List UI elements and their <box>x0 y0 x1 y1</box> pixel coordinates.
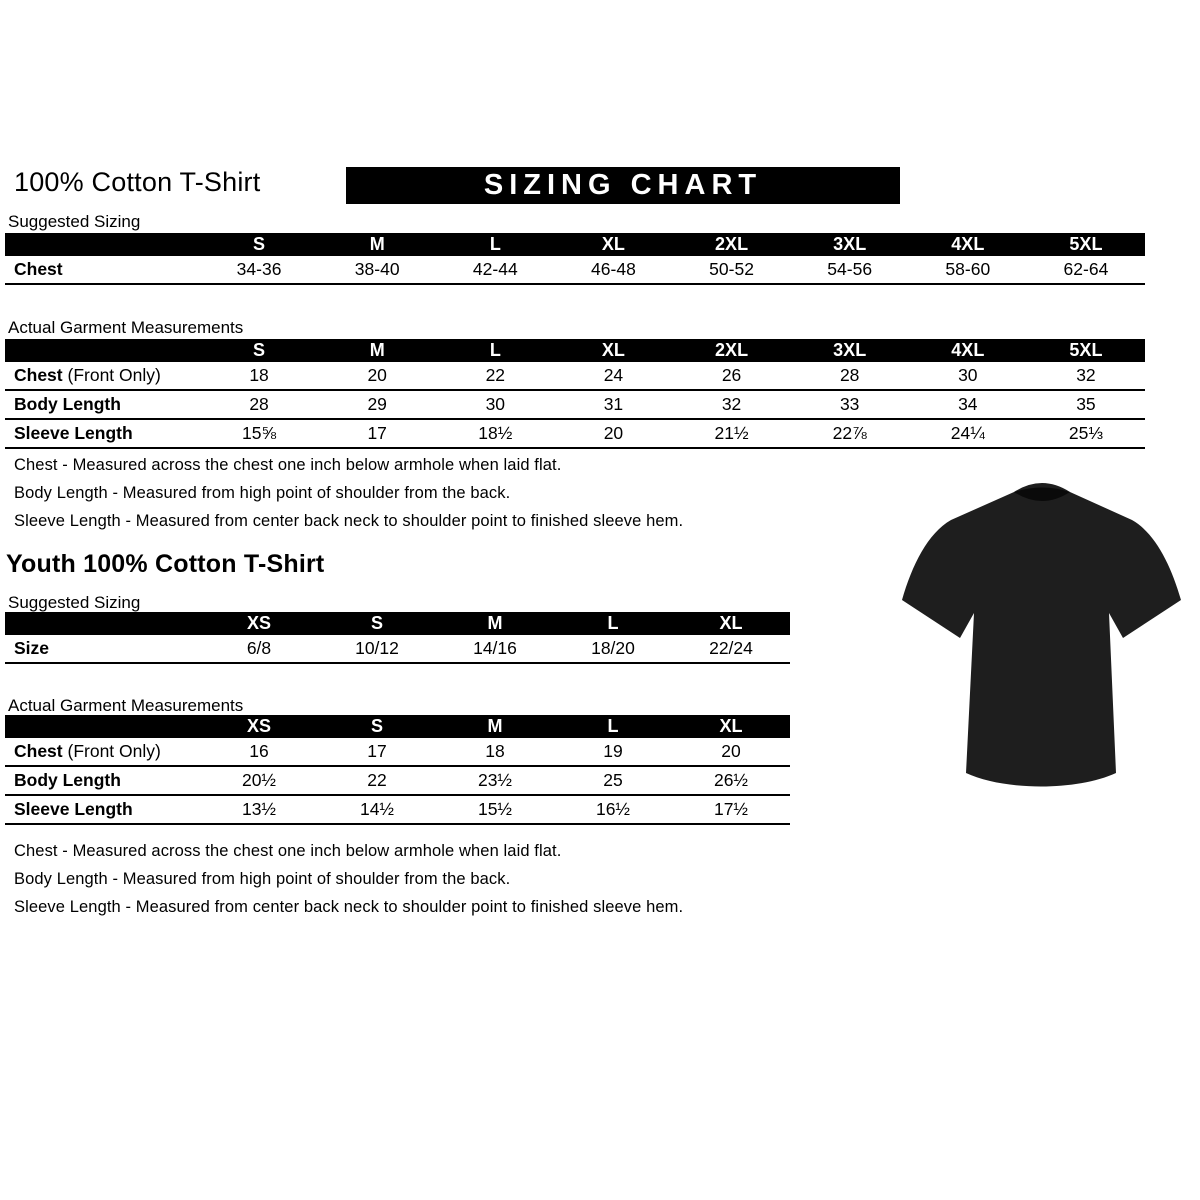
measurement-cell: 25⅓ <box>1068 423 1103 443</box>
measurement-cell: 19 <box>603 741 623 761</box>
table-row-size <box>5 635 790 664</box>
size-col-header: XL <box>601 340 625 360</box>
measurement-cell: 34 <box>958 394 978 414</box>
youth-actual-header-row <box>5 715 790 738</box>
measurement-cell: 46-48 <box>591 259 636 279</box>
size-col-header: XS <box>246 716 271 736</box>
measurement-cell: 22⅞ <box>832 423 867 443</box>
size-col-header: XL <box>601 234 625 254</box>
measurement-cell: 18/20 <box>591 638 635 658</box>
size-col-header: L <box>489 234 501 254</box>
row-label-suffix: (Front Only) <box>62 741 161 761</box>
youth-suggested-header-row <box>5 612 790 635</box>
measurement-cell: 58-60 <box>945 259 991 279</box>
measurement-cell: 17 <box>367 741 387 761</box>
row-label-bold: Chest <box>14 365 63 385</box>
table-row-body-length <box>5 391 1145 420</box>
measurement-cell: 21½ <box>714 423 749 443</box>
measurement-cell: 35 <box>1076 394 1096 414</box>
measurement-cell: 28 <box>839 365 860 385</box>
note-chest: Chest - Measured across the chest one inch below armhole when laid flat. <box>14 842 562 860</box>
table-row-chest-front-only <box>5 738 790 767</box>
table-row-chest <box>5 256 1145 285</box>
size-col-header: M <box>487 613 503 633</box>
size-col-header: 4XL <box>951 234 985 254</box>
row-label <box>5 741 200 762</box>
measurement-cell: 32 <box>721 394 742 414</box>
size-col-header: 2XL <box>715 234 749 254</box>
row-label: Sleeve Length <box>14 799 133 819</box>
table-row-sleeve-length <box>5 420 1145 449</box>
row-label: Body Length <box>14 770 121 790</box>
sizing-chart-banner-label: SIZING CHART <box>483 169 763 201</box>
measurement-cell: 50-52 <box>709 259 754 279</box>
note-body-length: Body Length - Measured from high point of shoulder from the back. <box>14 870 511 888</box>
measurement-cell: 26 <box>721 365 742 385</box>
measurement-cell: 20 <box>603 423 624 443</box>
row-label-bold: Chest <box>14 741 63 761</box>
size-col-header: S <box>370 716 383 736</box>
measurement-cell: 20 <box>367 365 387 385</box>
measurement-cell: 23½ <box>477 770 513 790</box>
measurement-cell: 30 <box>485 394 506 414</box>
size-col-header: 3XL <box>833 234 867 254</box>
sizing-chart-banner <box>346 167 900 204</box>
measurement-cell: 17 <box>367 423 387 443</box>
size-col-header: XL <box>719 613 743 633</box>
measurement-cell: 14½ <box>359 799 395 819</box>
youth-title: Youth 100% Cotton T-Shirt <box>6 550 325 578</box>
measurement-cell: 17½ <box>713 799 749 819</box>
size-col-header: 5XL <box>1069 340 1103 360</box>
note-chest: Chest - Measured across the chest one inch below armhole when laid flat. <box>14 456 562 474</box>
size-col-header: M <box>369 234 385 254</box>
size-col-header: S <box>370 613 383 633</box>
measurement-cell: 28 <box>249 394 269 414</box>
adult-actual-label: Actual Garment Measurements <box>8 318 244 337</box>
measurement-cell: 26½ <box>713 770 749 790</box>
measurement-cell: 22 <box>367 770 387 790</box>
size-col-header: 2XL <box>715 340 749 360</box>
measurement-cell: 34-36 <box>236 259 282 279</box>
measurement-cell: 18½ <box>478 423 513 443</box>
measurement-cell: 14/16 <box>473 638 517 658</box>
measurement-cell: 18 <box>249 365 269 385</box>
measurement-cell: 29 <box>367 394 387 414</box>
size-col-header: L <box>607 716 619 736</box>
size-col-header: 4XL <box>951 340 985 360</box>
measurement-cell: 42-44 <box>472 259 518 279</box>
note-sleeve-length: Sleeve Length - Measured from center back neck to shoulder point to finished sleeve hem. <box>14 512 684 530</box>
measurement-cell: 13½ <box>241 799 277 819</box>
measurement-cell: 31 <box>603 394 624 414</box>
measurement-cell: 22/24 <box>709 638 753 658</box>
size-col-header: XS <box>246 613 271 633</box>
size-col-header: L <box>607 613 619 633</box>
table-row-body-length <box>5 767 790 796</box>
measurement-cell: 20½ <box>241 770 277 790</box>
youth-suggested-table <box>5 612 790 664</box>
row-label <box>5 365 200 386</box>
youth-actual-label: Actual Garment Measurements <box>8 696 244 715</box>
adult-suggested-table <box>5 233 1145 285</box>
row-label: Body Length <box>14 394 121 414</box>
measurement-cell: 15½ <box>477 799 513 819</box>
note-sleeve-length: Sleeve Length - Measured from center back neck to shoulder point to finished sleeve hem. <box>14 898 684 916</box>
measurement-cell: 18 <box>485 741 505 761</box>
measurement-cell: 10/12 <box>355 638 399 658</box>
size-col-header: XL <box>719 716 743 736</box>
row-label: Sleeve Length <box>14 423 133 443</box>
size-col-header: S <box>253 234 266 254</box>
note-body-length: Body Length - Measured from high point of shoulder from the back. <box>14 484 511 502</box>
size-col-header: L <box>489 340 501 360</box>
measurement-cell: 16 <box>249 741 269 761</box>
tshirt-image <box>893 470 1191 808</box>
size-col-header: 5XL <box>1069 234 1103 254</box>
youth-actual-table <box>5 715 790 825</box>
adult-notes <box>14 456 683 540</box>
measurement-cell: 6/8 <box>246 638 272 658</box>
tshirt-body <box>902 483 1181 787</box>
measurement-cell: 22 <box>485 365 506 385</box>
measurement-cell: 15⅝ <box>242 423 277 443</box>
measurement-cell: 20 <box>721 741 741 761</box>
row-label-suffix: (Front Only) <box>62 365 161 385</box>
measurement-cell: 16½ <box>595 799 631 819</box>
measurement-cell: 32 <box>1076 365 1096 385</box>
size-col-header: M <box>369 340 385 360</box>
row-label: Chest <box>14 259 63 279</box>
adult-actual-table <box>5 339 1145 449</box>
row-label: Size <box>14 638 50 658</box>
size-col-header: S <box>253 340 266 360</box>
size-col-header: 3XL <box>833 340 867 360</box>
measurement-cell: 33 <box>839 394 860 414</box>
adult-title: 100% Cotton T-Shirt <box>14 167 261 197</box>
adult-suggested-header-row <box>5 233 1145 256</box>
adult-suggested-label: Suggested Sizing <box>8 212 141 231</box>
measurement-cell: 38-40 <box>354 259 400 279</box>
measurement-cell: 54-56 <box>827 259 873 279</box>
table-row-chest-front-only <box>5 362 1145 391</box>
measurement-cell: 24 <box>603 365 624 385</box>
table-row-sleeve-length <box>5 796 790 825</box>
youth-suggested-label: Suggested Sizing <box>8 593 141 612</box>
measurement-cell: 30 <box>958 365 978 385</box>
measurement-cell: 25 <box>603 770 623 790</box>
measurement-cell: 62-64 <box>1063 259 1109 279</box>
size-col-header: M <box>487 716 503 736</box>
youth-notes <box>14 842 683 926</box>
measurement-cell: 24¼ <box>950 423 985 443</box>
adult-actual-header-row <box>5 339 1145 362</box>
